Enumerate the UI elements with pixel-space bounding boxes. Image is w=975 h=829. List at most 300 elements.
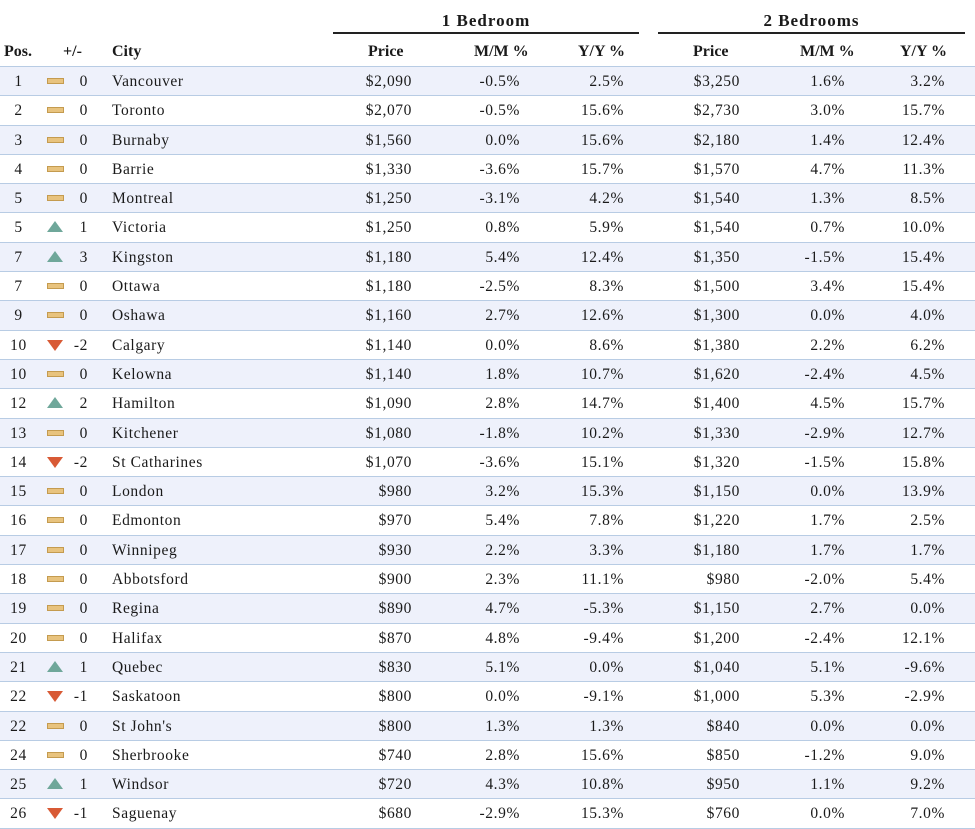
trend-icon-cell (47, 308, 65, 322)
trend-flat-icon (47, 78, 64, 84)
trend-icon-cell (47, 103, 65, 117)
row-change: 0 (79, 190, 88, 208)
row-mm-1br: 2.8% (485, 746, 520, 764)
row-change: 0 (79, 512, 88, 530)
row-price-1br: $800 (378, 717, 412, 735)
row-mm-1br: 1.3% (485, 717, 520, 735)
table-row (0, 682, 975, 711)
trend-down-icon (47, 691, 63, 702)
row-mm-2br: 1.7% (810, 512, 845, 530)
row-change: 0 (79, 278, 88, 296)
trend-flat-icon (47, 752, 64, 758)
row-mm-2br: -2.0% (804, 571, 845, 589)
row-city: Ottawa (112, 278, 161, 296)
row-mm-1br: -3.6% (479, 160, 520, 178)
table-row (0, 506, 975, 535)
row-mm-1br: -3.6% (479, 453, 520, 471)
trend-icon-cell (47, 689, 65, 703)
row-yy-1br: 12.4% (580, 248, 624, 266)
row-city: Hamilton (112, 395, 176, 413)
row-mm-1br: -3.1% (479, 190, 520, 208)
row-mm-2br: -1.5% (804, 248, 845, 266)
row-change: 0 (79, 73, 88, 90)
trend-up-icon (47, 251, 63, 262)
row-mm-1br: 5.4% (485, 248, 520, 266)
row-change: -1 (73, 688, 88, 706)
table-row (0, 770, 975, 799)
row-yy-2br: 1.7% (910, 541, 945, 559)
row-mm-2br: -2.4% (804, 629, 845, 647)
trend-icon-cell (47, 279, 65, 293)
header-yy-2br: Y/Y % (900, 43, 947, 60)
row-price-1br: $740 (378, 746, 412, 764)
row-yy-2br: 3.2% (910, 73, 945, 90)
row-price-2br: $1,150 (693, 483, 740, 501)
trend-flat-icon (47, 371, 64, 377)
header-change: +/- (63, 43, 82, 60)
row-price-2br: $1,150 (693, 600, 740, 618)
row-yy-1br: 15.3% (580, 483, 624, 501)
trend-flat-icon (47, 166, 64, 172)
header-mm-1br: M/M % (474, 43, 529, 60)
row-position: 19 (10, 600, 27, 618)
row-change: 0 (79, 131, 88, 149)
row-city: Regina (112, 600, 160, 618)
trend-up-icon (47, 397, 63, 408)
row-price-1br: $2,070 (365, 102, 412, 120)
table-row (0, 126, 975, 155)
row-yy-2br: 13.9% (901, 483, 945, 501)
trend-up-icon (47, 661, 63, 672)
row-city: Toronto (112, 102, 166, 120)
row-mm-1br: -2.9% (479, 805, 520, 823)
trend-flat-icon (47, 195, 64, 201)
row-mm-1br: 0.0% (485, 336, 520, 354)
row-mm-1br: 1.8% (485, 365, 520, 383)
row-position: 16 (10, 512, 27, 530)
row-mm-2br: 0.0% (810, 483, 845, 501)
row-mm-1br: 5.1% (485, 658, 520, 676)
row-yy-1br: 11.1% (581, 571, 624, 589)
row-city: St Catharines (112, 453, 203, 471)
row-change: 0 (79, 160, 88, 178)
row-price-2br: $1,330 (693, 424, 740, 442)
table-row (0, 331, 975, 360)
row-position: 14 (10, 453, 27, 471)
row-mm-2br: 5.3% (810, 688, 845, 706)
row-mm-2br: -1.5% (804, 453, 845, 471)
trend-icon-cell (47, 777, 65, 791)
row-mm-2br: 1.7% (810, 541, 845, 559)
row-position: 7 (14, 248, 23, 266)
row-yy-1br: 10.8% (580, 776, 624, 794)
row-price-1br: $930 (378, 541, 412, 559)
row-price-1br: $900 (378, 571, 412, 589)
row-mm-2br: 3.4% (810, 278, 845, 296)
row-price-2br: $1,040 (693, 658, 740, 676)
row-price-2br: $1,200 (693, 629, 740, 647)
trend-icon-cell (47, 338, 65, 352)
trend-icon-cell (47, 220, 65, 234)
row-price-2br: $1,540 (693, 190, 740, 208)
row-yy-2br: 15.7% (901, 102, 945, 120)
row-mm-2br: -1.2% (804, 746, 845, 764)
row-change: 2 (79, 395, 88, 413)
row-yy-2br: 11.3% (902, 160, 945, 178)
row-yy-2br: -2.9% (904, 688, 945, 706)
trend-flat-icon (47, 137, 64, 143)
header-price-2br: Price (693, 43, 729, 60)
row-yy-2br: -9.6% (904, 658, 945, 676)
row-yy-2br: 12.7% (901, 424, 945, 442)
row-yy-2br: 7.0% (910, 805, 945, 823)
row-mm-1br: 0.8% (485, 219, 520, 237)
table-row (0, 712, 975, 741)
row-price-2br: $1,350 (693, 248, 740, 266)
row-price-1br: $1,140 (365, 365, 412, 383)
row-mm-2br: 4.5% (810, 395, 845, 413)
row-mm-2br: 0.7% (810, 219, 845, 237)
row-change: -1 (73, 805, 88, 823)
row-city: Kingston (112, 248, 174, 266)
trend-flat-icon (47, 107, 64, 113)
row-change: 0 (79, 424, 88, 442)
row-change: 0 (79, 600, 88, 618)
row-yy-1br: 5.9% (589, 219, 624, 237)
row-change: 0 (79, 541, 88, 559)
row-yy-1br: 8.6% (589, 336, 624, 354)
row-position: 12 (10, 395, 27, 413)
table-row (0, 565, 975, 594)
row-position: 25 (10, 776, 27, 794)
table-row (0, 66, 975, 96)
row-price-1br: $1,070 (365, 453, 412, 471)
trend-flat-icon (47, 547, 64, 553)
trend-icon-cell (47, 631, 65, 645)
row-price-2br: $760 (706, 805, 740, 823)
trend-icon-cell (47, 426, 65, 440)
row-yy-2br: 9.2% (910, 776, 945, 794)
row-city: Kelowna (112, 365, 173, 383)
row-position: 18 (10, 571, 27, 589)
row-position: 26 (10, 805, 27, 823)
row-price-1br: $1,180 (365, 248, 412, 266)
table-header-row (0, 40, 975, 66)
row-yy-1br: 15.7% (580, 160, 624, 178)
row-yy-2br: 4.5% (910, 365, 945, 383)
row-yy-2br: 12.1% (901, 629, 945, 647)
row-price-1br: $680 (378, 805, 412, 823)
row-mm-2br: 0.0% (810, 307, 845, 325)
row-yy-1br: 12.6% (580, 307, 624, 325)
row-position: 10 (10, 336, 27, 354)
row-position: 21 (10, 658, 27, 676)
trend-down-icon (47, 340, 63, 351)
table-row (0, 96, 975, 125)
header-city: City (112, 43, 142, 60)
row-yy-1br: 10.2% (580, 424, 624, 442)
trend-flat-icon (47, 430, 64, 436)
row-price-2br: $1,320 (693, 453, 740, 471)
row-city: Quebec (112, 658, 163, 676)
trend-flat-icon (47, 283, 64, 289)
row-position: 20 (10, 629, 27, 647)
row-change: 0 (79, 571, 88, 589)
row-change: 0 (79, 483, 88, 501)
row-position: 24 (10, 746, 27, 764)
trend-icon-cell (47, 455, 65, 469)
row-price-2br: $1,380 (693, 336, 740, 354)
row-yy-1br: 15.1% (580, 453, 624, 471)
trend-icon-cell (47, 572, 65, 586)
row-position: 7 (14, 278, 23, 296)
row-city: Kitchener (112, 424, 179, 442)
trend-flat-icon (47, 488, 64, 494)
row-city: Windsor (112, 776, 169, 794)
trend-icon-cell (47, 601, 65, 615)
trend-icon-cell (47, 806, 65, 820)
row-position: 13 (10, 424, 27, 442)
row-mm-1br: 2.3% (485, 571, 520, 589)
row-city: Victoria (112, 219, 167, 237)
row-mm-1br: 0.0% (485, 688, 520, 706)
row-mm-2br: 4.7% (810, 160, 845, 178)
row-price-1br: $890 (378, 600, 412, 618)
trend-icon-cell (47, 719, 65, 733)
row-yy-1br: 15.3% (580, 805, 624, 823)
row-mm-1br: 5.4% (485, 512, 520, 530)
table-row (0, 653, 975, 682)
row-yy-2br: 15.4% (901, 278, 945, 296)
row-position: 5 (14, 190, 23, 208)
row-city: Halifax (112, 629, 163, 647)
trend-flat-icon (47, 576, 64, 582)
row-price-2br: $1,620 (693, 365, 740, 383)
row-position: 3 (14, 131, 23, 149)
table-row (0, 155, 975, 184)
row-price-2br: $2,730 (693, 102, 740, 120)
table-row (0, 389, 975, 418)
table-row (0, 624, 975, 653)
trend-icon-cell (47, 543, 65, 557)
row-yy-2br: 4.0% (910, 307, 945, 325)
row-price-1br: $1,080 (365, 424, 412, 442)
table-row (0, 301, 975, 330)
row-change: 0 (79, 365, 88, 383)
row-mm-1br: 4.7% (485, 600, 520, 618)
trend-flat-icon (47, 723, 64, 729)
row-yy-1br: 2.5% (589, 73, 624, 90)
row-mm-1br: -0.5% (479, 102, 520, 120)
trend-up-icon (47, 221, 63, 232)
row-position: 2 (14, 102, 23, 120)
row-change: 1 (79, 658, 88, 676)
row-price-2br: $1,570 (693, 160, 740, 178)
header-mm-2br: M/M % (800, 43, 855, 60)
row-mm-2br: 5.1% (810, 658, 845, 676)
row-yy-1br: 1.3% (589, 717, 624, 735)
row-price-1br: $980 (378, 483, 412, 501)
row-position: 17 (10, 541, 27, 559)
trend-flat-icon (47, 635, 64, 641)
row-yy-2br: 9.0% (910, 746, 945, 764)
row-position: 4 (14, 160, 23, 178)
row-mm-2br: 1.6% (810, 73, 845, 90)
row-change: 0 (79, 629, 88, 647)
row-change: -2 (73, 453, 88, 471)
table-row (0, 448, 975, 477)
row-yy-2br: 0.0% (910, 717, 945, 735)
row-change: 1 (79, 776, 88, 794)
row-yy-2br: 10.0% (901, 219, 945, 237)
row-city: Calgary (112, 336, 166, 354)
row-mm-1br: 2.2% (485, 541, 520, 559)
trend-flat-icon (47, 312, 64, 318)
header-price-1br: Price (368, 43, 404, 60)
row-price-1br: $870 (378, 629, 412, 647)
row-mm-2br: -2.9% (804, 424, 845, 442)
row-yy-1br: 3.3% (589, 541, 624, 559)
trend-icon-cell (47, 162, 65, 176)
row-yy-2br: 2.5% (910, 512, 945, 530)
row-position: 22 (10, 717, 27, 735)
row-yy-1br: -9.4% (583, 629, 624, 647)
header-position: Pos. (4, 43, 32, 60)
row-city: Burnaby (112, 131, 170, 149)
row-mm-2br: -2.4% (804, 365, 845, 383)
table-row (0, 272, 975, 301)
row-city: Montreal (112, 190, 174, 208)
trend-icon-cell (47, 396, 65, 410)
trend-down-icon (47, 808, 63, 819)
row-price-1br: $1,180 (365, 278, 412, 296)
row-city: Edmonton (112, 512, 182, 530)
trend-flat-icon (47, 605, 64, 611)
table-row (0, 536, 975, 565)
row-position: 15 (10, 483, 27, 501)
row-city: Barrie (112, 160, 155, 178)
table-row (0, 594, 975, 623)
table-row (0, 419, 975, 448)
table-row (0, 477, 975, 506)
table-body (0, 66, 975, 829)
row-mm-1br: -2.5% (479, 278, 520, 296)
row-mm-1br: -1.8% (479, 424, 520, 442)
trend-icon-cell (47, 748, 65, 762)
row-mm-2br: 2.2% (810, 336, 845, 354)
row-price-1br: $1,140 (365, 336, 412, 354)
table-row (0, 243, 975, 272)
row-yy-1br: 10.7% (580, 365, 624, 383)
row-mm-1br: 3.2% (485, 483, 520, 501)
row-yy-2br: 6.2% (910, 336, 945, 354)
row-change: 0 (79, 102, 88, 120)
row-city: Vancouver (112, 73, 184, 90)
row-price-1br: $830 (378, 658, 412, 676)
trend-icon-cell (47, 367, 65, 381)
row-yy-1br: 4.2% (589, 190, 624, 208)
row-city: Oshawa (112, 307, 166, 325)
row-price-2br: $840 (706, 717, 740, 735)
row-price-2br: $1,180 (693, 541, 740, 559)
row-change: -2 (73, 336, 88, 354)
row-mm-1br: 4.8% (485, 629, 520, 647)
row-price-2br: $850 (706, 746, 740, 764)
row-price-2br: $1,500 (693, 278, 740, 296)
row-position: 9 (14, 307, 23, 325)
group-header-two-bedrooms: 2 Bedrooms (658, 10, 965, 34)
row-price-1br: $1,160 (365, 307, 412, 325)
row-change: 0 (79, 717, 88, 735)
row-price-2br: $1,220 (693, 512, 740, 530)
row-price-2br: $1,540 (693, 219, 740, 237)
row-mm-1br: 0.0% (485, 131, 520, 149)
table-row (0, 741, 975, 770)
row-mm-2br: 2.7% (810, 600, 845, 618)
trend-flat-icon (47, 517, 64, 523)
row-change: 0 (79, 746, 88, 764)
row-mm-2br: 0.0% (810, 717, 845, 735)
row-yy-2br: 8.5% (910, 190, 945, 208)
row-price-1br: $1,330 (365, 160, 412, 178)
row-city: Saskatoon (112, 688, 182, 706)
trend-icon-cell (47, 513, 65, 527)
table-row (0, 360, 975, 389)
row-mm-2br: 1.4% (810, 131, 845, 149)
row-city: Saguenay (112, 805, 178, 823)
row-yy-1br: 15.6% (580, 102, 624, 120)
trend-down-icon (47, 457, 63, 468)
trend-icon-cell (47, 191, 65, 205)
row-price-1br: $1,090 (365, 395, 412, 413)
row-mm-1br: 2.7% (485, 307, 520, 325)
row-city: St John's (112, 717, 173, 735)
row-yy-1br: 14.7% (580, 395, 624, 413)
row-mm-2br: 0.0% (810, 805, 845, 823)
row-change: 0 (79, 307, 88, 325)
row-yy-2br: 12.4% (901, 131, 945, 149)
row-position: 1 (14, 73, 23, 90)
table-row (0, 184, 975, 213)
row-mm-1br: 2.8% (485, 395, 520, 413)
row-position: 5 (14, 219, 23, 237)
row-price-2br: $950 (706, 776, 740, 794)
row-price-1br: $1,250 (365, 190, 412, 208)
row-price-1br: $970 (378, 512, 412, 530)
row-price-2br: $1,400 (693, 395, 740, 413)
row-mm-2br: 1.3% (810, 190, 845, 208)
row-mm-1br: -0.5% (479, 73, 520, 90)
row-yy-1br: 8.3% (589, 278, 624, 296)
row-position: 22 (10, 688, 27, 706)
row-yy-1br: 15.6% (580, 131, 624, 149)
row-change: 1 (79, 219, 88, 237)
table-row (0, 213, 975, 242)
row-price-1br: $800 (378, 688, 412, 706)
row-price-2br: $1,300 (693, 307, 740, 325)
column-group-headers (0, 10, 975, 34)
row-yy-2br: 15.4% (901, 248, 945, 266)
row-yy-1br: 15.6% (580, 746, 624, 764)
row-price-2br: $3,250 (693, 73, 740, 90)
row-city: Sherbrooke (112, 746, 190, 764)
row-yy-1br: 0.0% (589, 658, 624, 676)
row-price-1br: $1,250 (365, 219, 412, 237)
trend-icon-cell (47, 660, 65, 674)
row-yy-1br: -9.1% (583, 688, 624, 706)
row-mm-2br: 1.1% (810, 776, 845, 794)
row-yy-2br: 15.7% (901, 395, 945, 413)
